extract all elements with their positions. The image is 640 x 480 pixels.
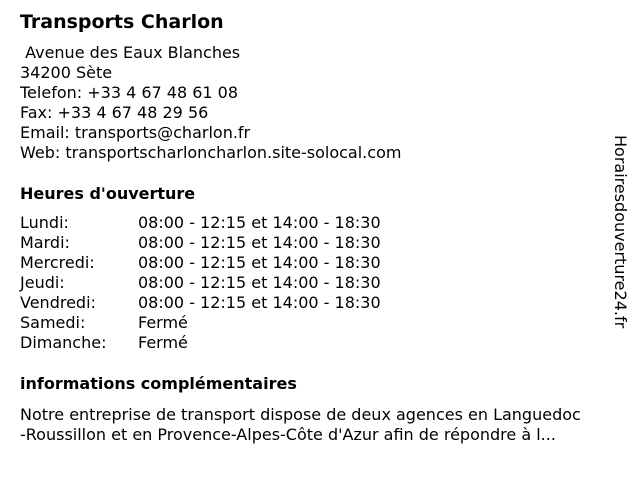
hours-row-sunday <box>20 333 381 353</box>
day-label: Samedi: <box>20 313 86 332</box>
day-label: Dimanche: <box>20 333 107 352</box>
day-label: Mercredi: <box>20 253 95 272</box>
hours-row-wednesday <box>20 253 381 273</box>
hours-row-tuesday <box>20 233 381 253</box>
hours-value: 08:00 - 12:15 et 14:00 - 18:30 <box>138 273 381 292</box>
website: Web: transportscharloncharlon.site-solocal.com <box>20 143 402 162</box>
hours-row-friday <box>20 293 381 313</box>
fax-number: Fax: +33 4 67 48 29 56 <box>20 103 209 122</box>
hours-row-thursday <box>20 273 381 293</box>
hours-value: Fermé <box>138 333 188 352</box>
postal-city: 34200 Sète <box>20 63 113 82</box>
description-line: -Roussillon et en Provence-Alpes-Côte d'Azur afin de répondre à l... <box>20 425 556 444</box>
additional-info-title: informations complémentaires <box>20 374 297 393</box>
hours-value: 08:00 - 12:15 et 14:00 - 18:30 <box>138 293 381 312</box>
contact-block <box>20 43 401 163</box>
day-label: Jeudi: <box>20 273 65 292</box>
hours-value: Fermé <box>138 313 188 332</box>
phone-number: Telefon: +33 4 67 48 61 08 <box>20 83 239 102</box>
hours-row-monday <box>20 213 381 233</box>
hours-value: 08:00 - 12:15 et 14:00 - 18:30 <box>138 233 381 252</box>
day-label: Mardi: <box>20 233 70 252</box>
street-address: Avenue des Eaux Blanches <box>20 43 241 62</box>
opening-hours-table <box>20 213 381 353</box>
additional-info-text <box>20 405 625 445</box>
hours-value: 08:00 - 12:15 et 14:00 - 18:30 <box>138 213 381 232</box>
opening-hours-title: Heures d'ouverture <box>20 184 196 203</box>
day-label: Lundi: <box>20 213 69 232</box>
site-watermark: Horairesdouverture24.fr <box>611 135 630 329</box>
hours-row-saturday <box>20 313 381 333</box>
day-label: Vendredi: <box>20 293 96 312</box>
company-name: Transports Charlon <box>20 11 224 33</box>
description-line: Notre entreprise de transport dispose de deux agences en Languedoc <box>20 405 581 424</box>
email-address: Email: transports@charlon.fr <box>20 123 251 142</box>
hours-value: 08:00 - 12:15 et 14:00 - 18:30 <box>138 253 381 272</box>
